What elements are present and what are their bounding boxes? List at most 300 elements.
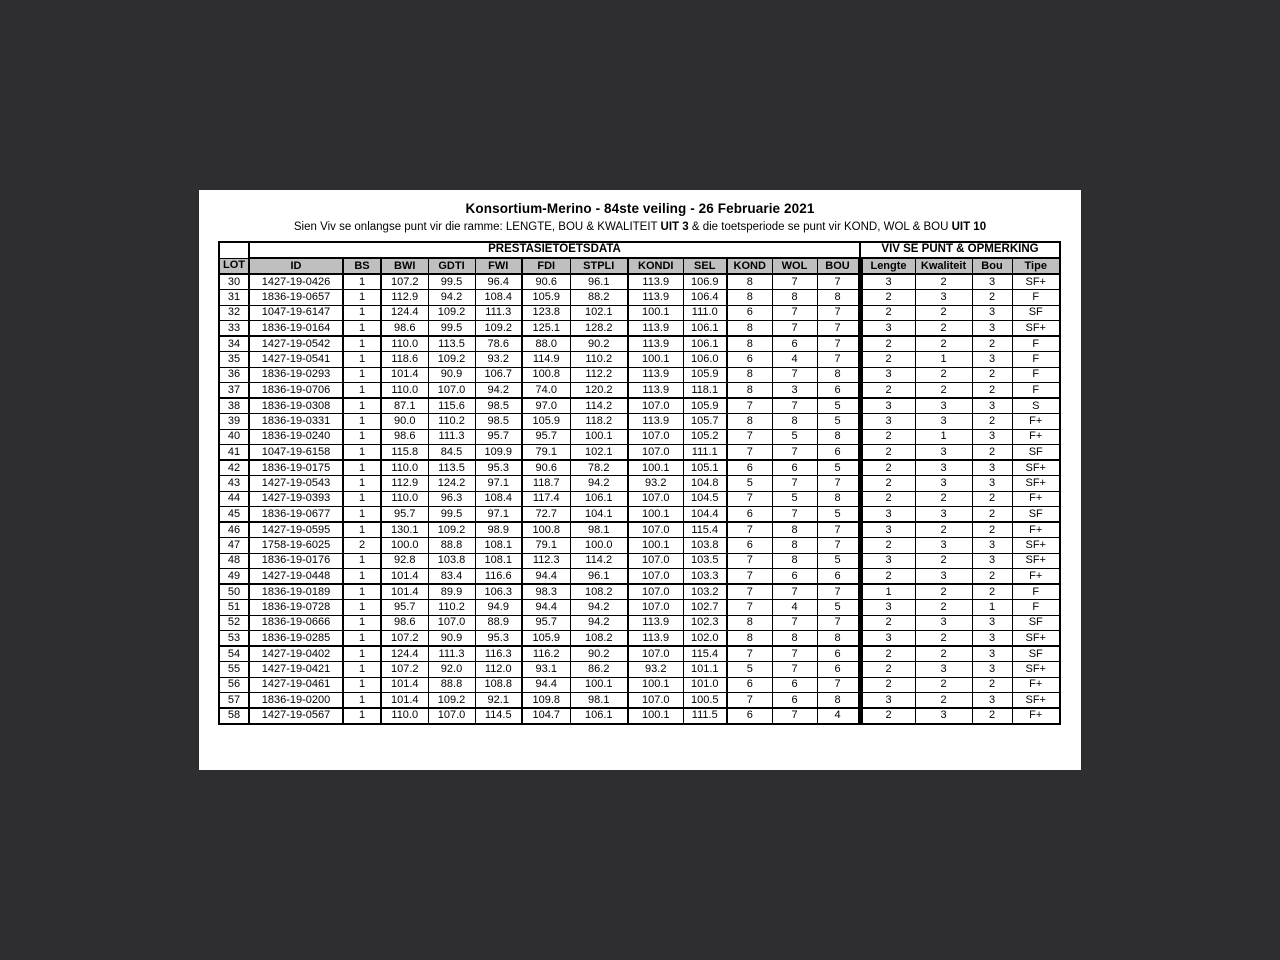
subtitle-bold-uit3: UIT 3 bbox=[660, 221, 689, 233]
cell-bou: 1 bbox=[972, 600, 1012, 616]
cell-fdi: 95.7 bbox=[522, 615, 570, 631]
cell-kond: 8 bbox=[727, 367, 772, 383]
cell-fwi: 78.6 bbox=[475, 336, 522, 352]
cell-id: 1427-19-0426 bbox=[249, 274, 343, 290]
table-row bbox=[219, 708, 1060, 724]
cell-wol: 7 bbox=[772, 274, 817, 290]
cell-lot: 32 bbox=[219, 305, 249, 321]
cell-fdi: 74.0 bbox=[522, 383, 570, 399]
cell-kwaliteit: 2 bbox=[915, 677, 972, 693]
cell-lengte: 3 bbox=[860, 414, 915, 430]
cell-bwi: 101.4 bbox=[381, 584, 428, 600]
corner-cell bbox=[219, 242, 249, 258]
table-row bbox=[219, 367, 1060, 383]
cell-fwi: 106.3 bbox=[475, 584, 522, 600]
cell-kondi: 100.1 bbox=[628, 677, 683, 693]
cell-bwi: 92.8 bbox=[381, 553, 428, 569]
cell-lengte: 2 bbox=[860, 429, 915, 445]
cell-wol: 7 bbox=[772, 398, 817, 414]
cell-bwi: 115.8 bbox=[381, 445, 428, 461]
cell-sel: 105.2 bbox=[683, 429, 727, 445]
column-header-gdti: GDTI bbox=[428, 258, 475, 274]
cell-stpli: 108.2 bbox=[570, 584, 628, 600]
cell-id: 1427-19-0595 bbox=[249, 522, 343, 538]
cell-tipe: F bbox=[1012, 584, 1060, 600]
cell-sel: 103.3 bbox=[683, 569, 727, 585]
cell-bs: 1 bbox=[343, 491, 381, 507]
cell-lengte: 2 bbox=[860, 677, 915, 693]
auction-data-table bbox=[218, 241, 1061, 725]
cell-wol: 3 bbox=[772, 383, 817, 399]
cell-gdti: 99.5 bbox=[428, 321, 475, 337]
cell-kwaliteit: 3 bbox=[915, 476, 972, 492]
cell-lengte: 3 bbox=[860, 274, 915, 290]
cell-bou: 4 bbox=[817, 708, 860, 724]
table-row bbox=[219, 693, 1060, 709]
cell-kwaliteit: 2 bbox=[915, 336, 972, 352]
cell-fdi: 117.4 bbox=[522, 491, 570, 507]
cell-stpli: 112.2 bbox=[570, 367, 628, 383]
cell-kondi: 107.0 bbox=[628, 398, 683, 414]
cell-bwi: 124.4 bbox=[381, 305, 428, 321]
cell-id: 1836-19-0308 bbox=[249, 398, 343, 414]
cell-bou: 3 bbox=[972, 646, 1012, 662]
cell-stpli: 88.2 bbox=[570, 290, 628, 306]
cell-lot: 37 bbox=[219, 383, 249, 399]
cell-gdti: 113.5 bbox=[428, 460, 475, 476]
cell-bou: 2 bbox=[972, 367, 1012, 383]
cell-kondi: 100.1 bbox=[628, 507, 683, 523]
cell-id: 1836-19-0666 bbox=[249, 615, 343, 631]
cell-kondi: 100.1 bbox=[628, 708, 683, 724]
table-row bbox=[219, 522, 1060, 538]
cell-id: 1836-19-0677 bbox=[249, 507, 343, 523]
cell-bwi: 101.4 bbox=[381, 693, 428, 709]
cell-kondi: 107.0 bbox=[628, 522, 683, 538]
cell-kwaliteit: 2 bbox=[915, 600, 972, 616]
cell-lengte: 3 bbox=[860, 507, 915, 523]
cell-sel: 102.0 bbox=[683, 631, 727, 647]
cell-id: 1047-19-6147 bbox=[249, 305, 343, 321]
cell-id: 1427-19-0402 bbox=[249, 646, 343, 662]
cell-bwi: 87.1 bbox=[381, 398, 428, 414]
cell-stpli: 118.2 bbox=[570, 414, 628, 430]
cell-bou: 7 bbox=[817, 522, 860, 538]
cell-kwaliteit: 3 bbox=[915, 662, 972, 678]
cell-kwaliteit: 2 bbox=[915, 693, 972, 709]
cell-wol: 7 bbox=[772, 445, 817, 461]
cell-bs: 1 bbox=[343, 600, 381, 616]
cell-fwi: 88.9 bbox=[475, 615, 522, 631]
cell-bou: 2 bbox=[972, 522, 1012, 538]
table-row bbox=[219, 445, 1060, 461]
cell-lot: 51 bbox=[219, 600, 249, 616]
cell-tipe: SF+ bbox=[1012, 693, 1060, 709]
table-row bbox=[219, 677, 1060, 693]
cell-bou: 6 bbox=[817, 383, 860, 399]
cell-fdi: 90.6 bbox=[522, 460, 570, 476]
cell-stpli: 78.2 bbox=[570, 460, 628, 476]
cell-kond: 6 bbox=[727, 677, 772, 693]
cell-kwaliteit: 2 bbox=[915, 274, 972, 290]
cell-bou: 7 bbox=[817, 274, 860, 290]
cell-lengte: 3 bbox=[860, 398, 915, 414]
column-header-bou: Bou bbox=[972, 258, 1012, 274]
document-page bbox=[199, 190, 1081, 770]
cell-gdti: 109.2 bbox=[428, 352, 475, 368]
cell-kwaliteit: 3 bbox=[915, 615, 972, 631]
cell-fdi: 112.3 bbox=[522, 553, 570, 569]
cell-bs: 1 bbox=[343, 383, 381, 399]
cell-fwi: 108.8 bbox=[475, 677, 522, 693]
cell-fdi: 125.1 bbox=[522, 321, 570, 337]
cell-kond: 7 bbox=[727, 445, 772, 461]
cell-fdi: 123.8 bbox=[522, 305, 570, 321]
cell-kond: 6 bbox=[727, 507, 772, 523]
table-row bbox=[219, 352, 1060, 368]
table-row bbox=[219, 274, 1060, 290]
cell-bou: 3 bbox=[972, 352, 1012, 368]
cell-fwi: 93.2 bbox=[475, 352, 522, 368]
cell-kond: 8 bbox=[727, 274, 772, 290]
table-row bbox=[219, 460, 1060, 476]
cell-bs: 1 bbox=[343, 321, 381, 337]
cell-tipe: SF bbox=[1012, 507, 1060, 523]
cell-wol: 7 bbox=[772, 646, 817, 662]
cell-bou: 8 bbox=[817, 693, 860, 709]
cell-gdti: 107.0 bbox=[428, 615, 475, 631]
cell-kwaliteit: 3 bbox=[915, 460, 972, 476]
cell-lot: 56 bbox=[219, 677, 249, 693]
cell-id: 1427-19-0542 bbox=[249, 336, 343, 352]
cell-lengte: 2 bbox=[860, 290, 915, 306]
cell-bs: 1 bbox=[343, 352, 381, 368]
cell-id: 1047-19-6158 bbox=[249, 445, 343, 461]
cell-kwaliteit: 3 bbox=[915, 538, 972, 554]
cell-lot: 46 bbox=[219, 522, 249, 538]
table-row bbox=[219, 398, 1060, 414]
cell-wol: 6 bbox=[772, 693, 817, 709]
cell-bou: 5 bbox=[817, 507, 860, 523]
cell-sel: 115.4 bbox=[683, 646, 727, 662]
cell-fwi: 108.4 bbox=[475, 290, 522, 306]
cell-kond: 8 bbox=[727, 383, 772, 399]
cell-lot: 57 bbox=[219, 693, 249, 709]
cell-sel: 104.8 bbox=[683, 476, 727, 492]
column-header-row bbox=[219, 258, 1060, 274]
cell-kond: 8 bbox=[727, 321, 772, 337]
cell-bwi: 90.0 bbox=[381, 414, 428, 430]
cell-wol: 4 bbox=[772, 600, 817, 616]
cell-stpli: 98.1 bbox=[570, 693, 628, 709]
cell-id: 1836-19-0176 bbox=[249, 553, 343, 569]
cell-lengte: 3 bbox=[860, 367, 915, 383]
cell-id: 1427-19-0421 bbox=[249, 662, 343, 678]
cell-bou: 3 bbox=[972, 321, 1012, 337]
cell-stpli: 106.1 bbox=[570, 708, 628, 724]
cell-tipe: F bbox=[1012, 367, 1060, 383]
cell-id: 1836-19-0164 bbox=[249, 321, 343, 337]
cell-kond: 5 bbox=[727, 476, 772, 492]
cell-tipe: F bbox=[1012, 600, 1060, 616]
cell-sel: 102.3 bbox=[683, 615, 727, 631]
cell-bwi: 110.0 bbox=[381, 491, 428, 507]
table-row bbox=[219, 553, 1060, 569]
cell-bs: 1 bbox=[343, 305, 381, 321]
cell-bou: 3 bbox=[972, 631, 1012, 647]
cell-sel: 102.7 bbox=[683, 600, 727, 616]
cell-fdi: 72.7 bbox=[522, 507, 570, 523]
cell-bs: 1 bbox=[343, 460, 381, 476]
cell-kond: 6 bbox=[727, 352, 772, 368]
cell-bou: 2 bbox=[972, 491, 1012, 507]
cell-bou: 3 bbox=[972, 693, 1012, 709]
cell-wol: 8 bbox=[772, 538, 817, 554]
cell-wol: 8 bbox=[772, 414, 817, 430]
column-header-fwi: FWI bbox=[475, 258, 522, 274]
cell-kondi: 107.0 bbox=[628, 445, 683, 461]
cell-kwaliteit: 2 bbox=[915, 321, 972, 337]
cell-fwi: 98.9 bbox=[475, 522, 522, 538]
cell-stpli: 86.2 bbox=[570, 662, 628, 678]
column-header-kwaliteit: Kwaliteit bbox=[915, 258, 972, 274]
cell-bou: 6 bbox=[817, 662, 860, 678]
cell-fwi: 112.0 bbox=[475, 662, 522, 678]
cell-bou: 8 bbox=[817, 290, 860, 306]
cell-bou: 7 bbox=[817, 305, 860, 321]
cell-id: 1427-19-0461 bbox=[249, 677, 343, 693]
cell-sel: 106.1 bbox=[683, 321, 727, 337]
cell-kond: 8 bbox=[727, 615, 772, 631]
cell-sel: 115.4 bbox=[683, 522, 727, 538]
cell-stpli: 90.2 bbox=[570, 336, 628, 352]
cell-gdti: 111.3 bbox=[428, 429, 475, 445]
cell-fdi: 90.6 bbox=[522, 274, 570, 290]
cell-kwaliteit: 3 bbox=[915, 290, 972, 306]
section-header-prestasietoetsdata: PRESTASIETOETSDATA bbox=[249, 242, 860, 258]
cell-tipe: SF+ bbox=[1012, 476, 1060, 492]
cell-lengte: 2 bbox=[860, 336, 915, 352]
cell-id: 1836-19-0200 bbox=[249, 693, 343, 709]
cell-bou: 5 bbox=[817, 460, 860, 476]
cell-gdti: 113.5 bbox=[428, 336, 475, 352]
cell-wol: 7 bbox=[772, 507, 817, 523]
cell-wol: 8 bbox=[772, 631, 817, 647]
column-header-id: ID bbox=[249, 258, 343, 274]
cell-kwaliteit: 3 bbox=[915, 708, 972, 724]
cell-bwi: 124.4 bbox=[381, 646, 428, 662]
cell-lengte: 2 bbox=[860, 491, 915, 507]
cell-kwaliteit: 3 bbox=[915, 569, 972, 585]
cell-bs: 1 bbox=[343, 414, 381, 430]
cell-stpli: 114.2 bbox=[570, 553, 628, 569]
cell-bwi: 101.4 bbox=[381, 367, 428, 383]
cell-fwi: 109.2 bbox=[475, 321, 522, 337]
cell-id: 1427-19-0541 bbox=[249, 352, 343, 368]
cell-bou: 6 bbox=[817, 445, 860, 461]
cell-fwi: 92.1 bbox=[475, 693, 522, 709]
cell-gdti: 107.0 bbox=[428, 383, 475, 399]
cell-bs: 1 bbox=[343, 569, 381, 585]
cell-bs: 1 bbox=[343, 584, 381, 600]
cell-kondi: 113.9 bbox=[628, 631, 683, 647]
cell-bs: 1 bbox=[343, 398, 381, 414]
cell-kwaliteit: 1 bbox=[915, 352, 972, 368]
cell-bou: 2 bbox=[972, 383, 1012, 399]
cell-stpli: 90.2 bbox=[570, 646, 628, 662]
cell-bou: 8 bbox=[817, 631, 860, 647]
cell-lot: 47 bbox=[219, 538, 249, 554]
cell-gdti: 88.8 bbox=[428, 677, 475, 693]
cell-bwi: 107.2 bbox=[381, 662, 428, 678]
cell-sel: 111.5 bbox=[683, 708, 727, 724]
column-header-kondi: KONDI bbox=[628, 258, 683, 274]
cell-tipe: F bbox=[1012, 352, 1060, 368]
cell-wol: 8 bbox=[772, 553, 817, 569]
cell-kwaliteit: 2 bbox=[915, 646, 972, 662]
cell-bwi: 112.9 bbox=[381, 476, 428, 492]
cell-bwi: 110.0 bbox=[381, 460, 428, 476]
cell-bs: 1 bbox=[343, 615, 381, 631]
cell-bou: 2 bbox=[972, 677, 1012, 693]
cell-bwi: 118.6 bbox=[381, 352, 428, 368]
cell-bou: 6 bbox=[817, 569, 860, 585]
cell-tipe: F bbox=[1012, 383, 1060, 399]
cell-fwi: 94.9 bbox=[475, 600, 522, 616]
cell-tipe: F+ bbox=[1012, 569, 1060, 585]
cell-wol: 7 bbox=[772, 662, 817, 678]
cell-sel: 103.5 bbox=[683, 553, 727, 569]
cell-bs: 1 bbox=[343, 274, 381, 290]
cell-tipe: F bbox=[1012, 336, 1060, 352]
page-title: Konsortium-Merino - 84ste veiling - 26 Februarie 2021 bbox=[465, 201, 815, 216]
table-row bbox=[219, 662, 1060, 678]
cell-kwaliteit: 2 bbox=[915, 383, 972, 399]
cell-bou: 8 bbox=[817, 491, 860, 507]
cell-id: 1427-19-0393 bbox=[249, 491, 343, 507]
cell-kondi: 113.9 bbox=[628, 290, 683, 306]
cell-sel: 106.4 bbox=[683, 290, 727, 306]
cell-kond: 6 bbox=[727, 460, 772, 476]
table-row bbox=[219, 321, 1060, 337]
cell-id: 1836-19-0285 bbox=[249, 631, 343, 647]
cell-wol: 7 bbox=[772, 708, 817, 724]
cell-stpli: 104.1 bbox=[570, 507, 628, 523]
cell-stpli: 128.2 bbox=[570, 321, 628, 337]
cell-bou: 2 bbox=[972, 336, 1012, 352]
cell-fdi: 94.4 bbox=[522, 677, 570, 693]
page-subtitle bbox=[199, 221, 1081, 233]
cell-lengte: 3 bbox=[860, 553, 915, 569]
cell-kondi: 93.2 bbox=[628, 476, 683, 492]
cell-fdi: 116.2 bbox=[522, 646, 570, 662]
cell-sel: 105.9 bbox=[683, 367, 727, 383]
cell-bs: 1 bbox=[343, 677, 381, 693]
cell-fwi: 94.2 bbox=[475, 383, 522, 399]
cell-tipe: F+ bbox=[1012, 677, 1060, 693]
cell-kondi: 107.0 bbox=[628, 491, 683, 507]
table-body bbox=[219, 274, 1060, 724]
cell-id: 1836-19-0240 bbox=[249, 429, 343, 445]
cell-fwi: 95.3 bbox=[475, 460, 522, 476]
cell-kondi: 93.2 bbox=[628, 662, 683, 678]
cell-gdti: 109.2 bbox=[428, 693, 475, 709]
table-row bbox=[219, 414, 1060, 430]
cell-sel: 103.8 bbox=[683, 538, 727, 554]
cell-kond: 8 bbox=[727, 414, 772, 430]
cell-id: 1427-19-0543 bbox=[249, 476, 343, 492]
cell-lengte: 2 bbox=[860, 383, 915, 399]
cell-lengte: 2 bbox=[860, 538, 915, 554]
cell-sel: 105.7 bbox=[683, 414, 727, 430]
table-row bbox=[219, 584, 1060, 600]
cell-bou: 2 bbox=[972, 584, 1012, 600]
cell-bou: 8 bbox=[817, 367, 860, 383]
cell-gdti: 94.2 bbox=[428, 290, 475, 306]
cell-sel: 111.1 bbox=[683, 445, 727, 461]
cell-bou: 3 bbox=[972, 538, 1012, 554]
cell-fdi: 118.7 bbox=[522, 476, 570, 492]
cell-kondi: 107.0 bbox=[628, 693, 683, 709]
cell-kondi: 100.1 bbox=[628, 305, 683, 321]
cell-lengte: 2 bbox=[860, 708, 915, 724]
cell-lot: 33 bbox=[219, 321, 249, 337]
table-row bbox=[219, 290, 1060, 306]
cell-gdti: 88.8 bbox=[428, 538, 475, 554]
cell-wol: 6 bbox=[772, 677, 817, 693]
cell-tipe: F+ bbox=[1012, 708, 1060, 724]
cell-id: 1836-19-0657 bbox=[249, 290, 343, 306]
cell-tipe: SF bbox=[1012, 445, 1060, 461]
cell-fdi: 104.7 bbox=[522, 708, 570, 724]
cell-lot: 35 bbox=[219, 352, 249, 368]
cell-lengte: 2 bbox=[860, 662, 915, 678]
cell-kwaliteit: 2 bbox=[915, 491, 972, 507]
cell-bou: 3 bbox=[972, 305, 1012, 321]
cell-lot: 54 bbox=[219, 646, 249, 662]
cell-gdti: 115.6 bbox=[428, 398, 475, 414]
cell-lengte: 1 bbox=[860, 584, 915, 600]
cell-tipe: SF+ bbox=[1012, 460, 1060, 476]
cell-fwi: 97.1 bbox=[475, 507, 522, 523]
cell-fwi: 108.1 bbox=[475, 538, 522, 554]
cell-kondi: 107.0 bbox=[628, 600, 683, 616]
cell-id: 1836-19-0175 bbox=[249, 460, 343, 476]
cell-fwi: 96.4 bbox=[475, 274, 522, 290]
cell-bwi: 110.0 bbox=[381, 383, 428, 399]
cell-kond: 6 bbox=[727, 708, 772, 724]
cell-kondi: 107.0 bbox=[628, 584, 683, 600]
table-row bbox=[219, 615, 1060, 631]
cell-bou: 3 bbox=[972, 662, 1012, 678]
cell-kond: 7 bbox=[727, 553, 772, 569]
cell-bs: 1 bbox=[343, 646, 381, 662]
cell-sel: 104.4 bbox=[683, 507, 727, 523]
cell-fwi: 108.4 bbox=[475, 491, 522, 507]
cell-sel: 101.0 bbox=[683, 677, 727, 693]
cell-stpli: 100.1 bbox=[570, 677, 628, 693]
cell-kwaliteit: 2 bbox=[915, 631, 972, 647]
cell-bwi: 98.6 bbox=[381, 429, 428, 445]
cell-sel: 103.2 bbox=[683, 584, 727, 600]
cell-kondi: 107.0 bbox=[628, 646, 683, 662]
cell-fwi: 106.7 bbox=[475, 367, 522, 383]
cell-bwi: 110.0 bbox=[381, 708, 428, 724]
cell-fwi: 108.1 bbox=[475, 553, 522, 569]
cell-lot: 38 bbox=[219, 398, 249, 414]
cell-gdti: 107.0 bbox=[428, 708, 475, 724]
cell-sel: 106.0 bbox=[683, 352, 727, 368]
